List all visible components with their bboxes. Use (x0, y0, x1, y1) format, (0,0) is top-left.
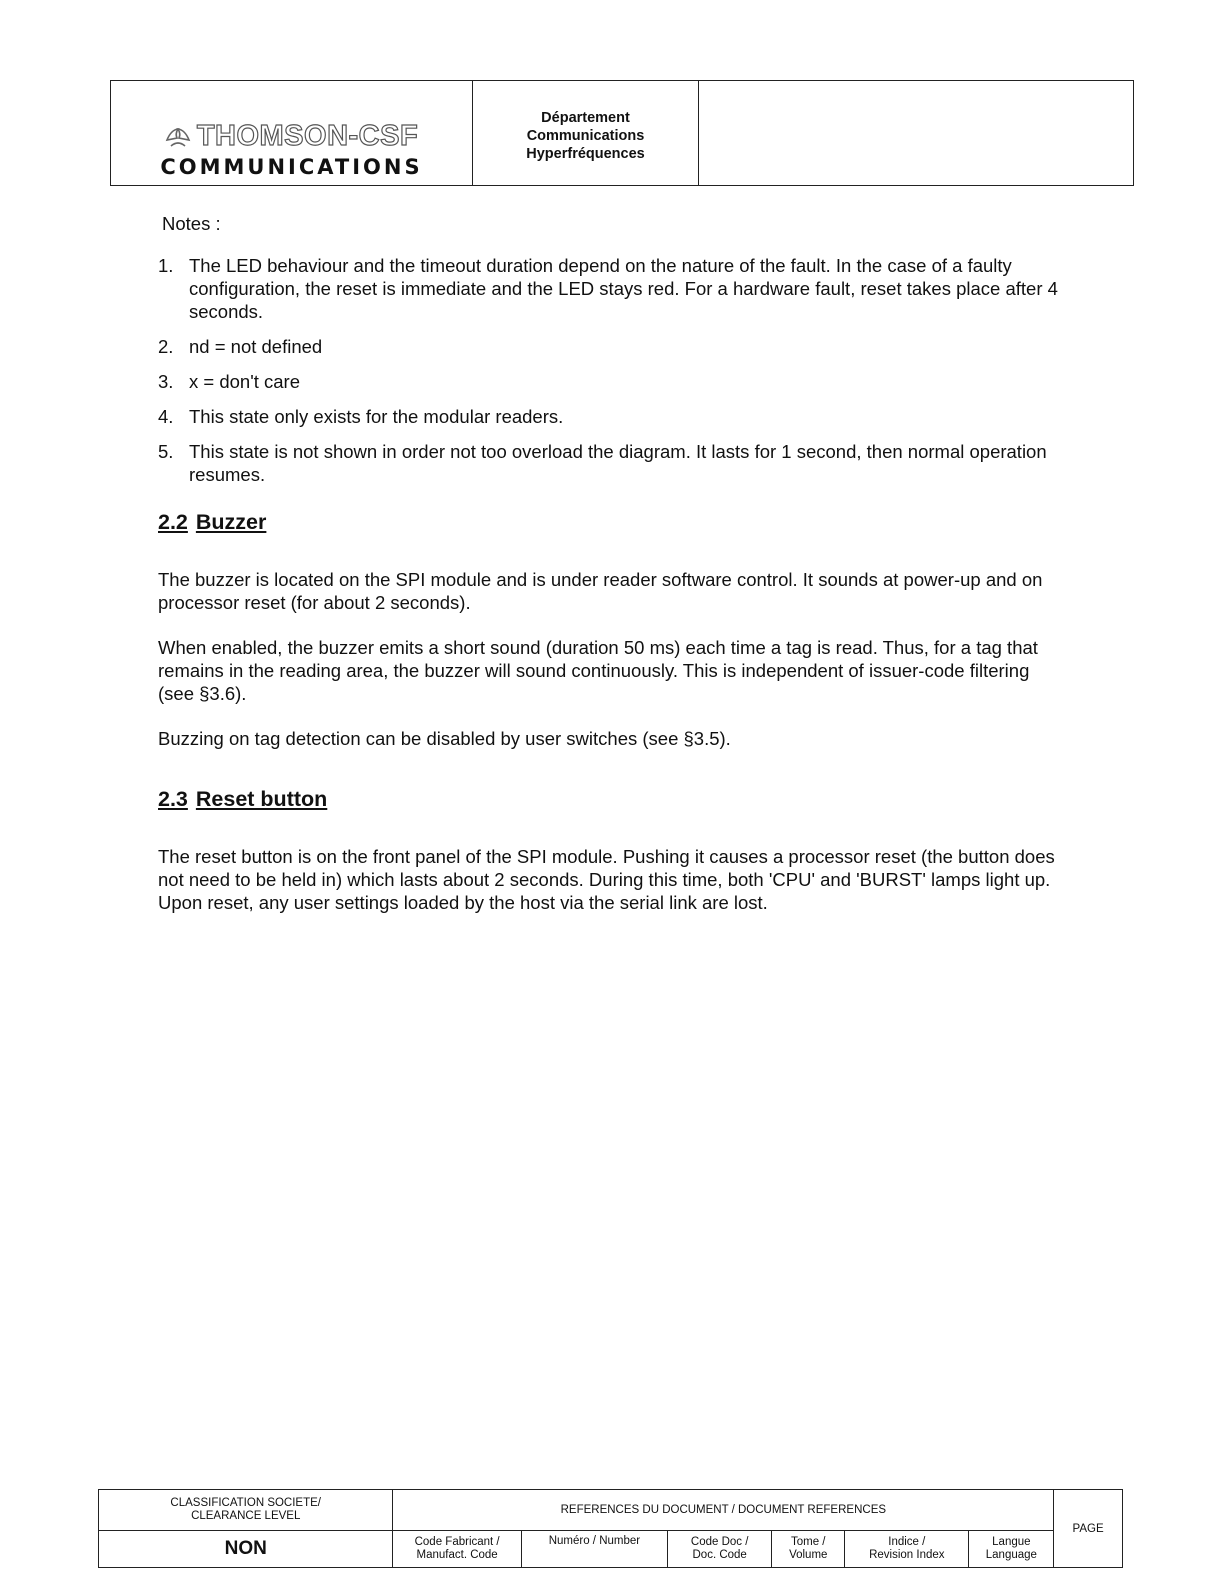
note-text: nd = not defined (189, 336, 323, 357)
list-item (158, 254, 1068, 323)
note-number: 3. (158, 371, 174, 392)
manufact-code-header (393, 1531, 521, 1568)
note-number: 4. (158, 406, 174, 427)
classification-label: CLASSIFICATION SOCIETE/ (170, 1497, 321, 1509)
department-line: Hyperfréquences (526, 146, 645, 162)
volume-header (772, 1531, 845, 1568)
column-label: Doc. Code (692, 1549, 747, 1561)
department-line: Département (541, 110, 630, 126)
references-title: REFERENCES DU DOCUMENT / DOCUMENT REFERENCES (393, 1490, 1054, 1531)
classification-label: CLEARANCE LEVEL (191, 1510, 301, 1522)
section-title: Reset button (195, 787, 328, 811)
list-item (158, 335, 1068, 358)
column-label: Code Doc / (690, 1536, 749, 1548)
column-label: Indice / (888, 1536, 926, 1548)
notes-label: Notes : (162, 213, 221, 234)
company-name: THOMSON-CSF (196, 120, 419, 152)
company-logo (111, 81, 473, 185)
column-label: Revision Index (869, 1549, 945, 1561)
page-label: PAGE (1054, 1490, 1123, 1568)
section-heading-buzzer (158, 511, 1068, 534)
paragraph: The reset button is on the front panel of the SPI module. Pushing it causes a processor reset (the button does not need to be held in) which lasts about 2 seconds. During this time, both 'CPU' and 'BURST' lamps light up. Upon reset, any user settings loaded by the host via the serial link are lost. (158, 846, 1055, 913)
note-text: This state only exists for the modular readers. (189, 406, 564, 427)
column-label: Manufact. Code (416, 1549, 498, 1561)
document-footer (98, 1489, 1123, 1568)
header-empty-cell (699, 81, 1133, 185)
note-number: 2. (158, 336, 174, 357)
section-title: Buzzer (195, 510, 267, 534)
section-number: 2.2 (158, 510, 188, 534)
column-label: Langue (992, 1536, 1031, 1548)
number-header: Numéro / Number (521, 1531, 667, 1568)
list-item (158, 370, 1068, 393)
notes-list (158, 254, 1068, 486)
column-label: Code Fabricant / (414, 1536, 500, 1548)
column-label: Tome / (790, 1536, 826, 1548)
note-number: 1. (158, 255, 174, 276)
company-division: COMMUNICATIONS (160, 155, 423, 179)
section-heading-reset (158, 788, 1068, 811)
classification-label-cell (99, 1490, 393, 1531)
list-item (158, 440, 1068, 486)
column-label: Volume (789, 1549, 828, 1561)
column-label: Language (985, 1549, 1037, 1561)
list-item (158, 405, 1068, 428)
thomson-emblem-icon (165, 126, 191, 148)
note-text: x = don't care (189, 371, 300, 392)
note-text: The LED behaviour and the timeout duration depend on the nature of the fault. In the case of a faulty configuration, the reset is immediate and the LED stays red. For a hardware fault, reset takes place after 4 seconds. (189, 255, 1058, 322)
section-number: 2.3 (158, 787, 188, 811)
classification-value: NON (99, 1531, 393, 1568)
doc-code-header (667, 1531, 771, 1568)
language-header (969, 1531, 1054, 1568)
document-header (110, 80, 1134, 186)
department-cell (473, 81, 699, 185)
paragraph: The buzzer is located on the SPI module and is under reader software control. It sounds at power-up and on processor reset (for about 2 seconds). (158, 569, 1043, 613)
note-number: 5. (158, 441, 174, 462)
note-text: This state is not shown in order not too overload the diagram. It lasts for 1 second, then normal operation resumes. (189, 441, 1047, 485)
department-line: Communications (526, 128, 645, 144)
paragraph: When enabled, the buzzer emits a short sound (duration 50 ms) each time a tag is read. Thus, for a tag that remains in the reading area, the buzzer will sound continuously. This is independent of issuer-code filtering (see §3.6). (158, 637, 1038, 704)
revision-index-header (845, 1531, 969, 1568)
paragraph: Buzzing on tag detection can be disabled by user switches (see §3.5). (158, 728, 731, 749)
document-body (158, 210, 1068, 914)
